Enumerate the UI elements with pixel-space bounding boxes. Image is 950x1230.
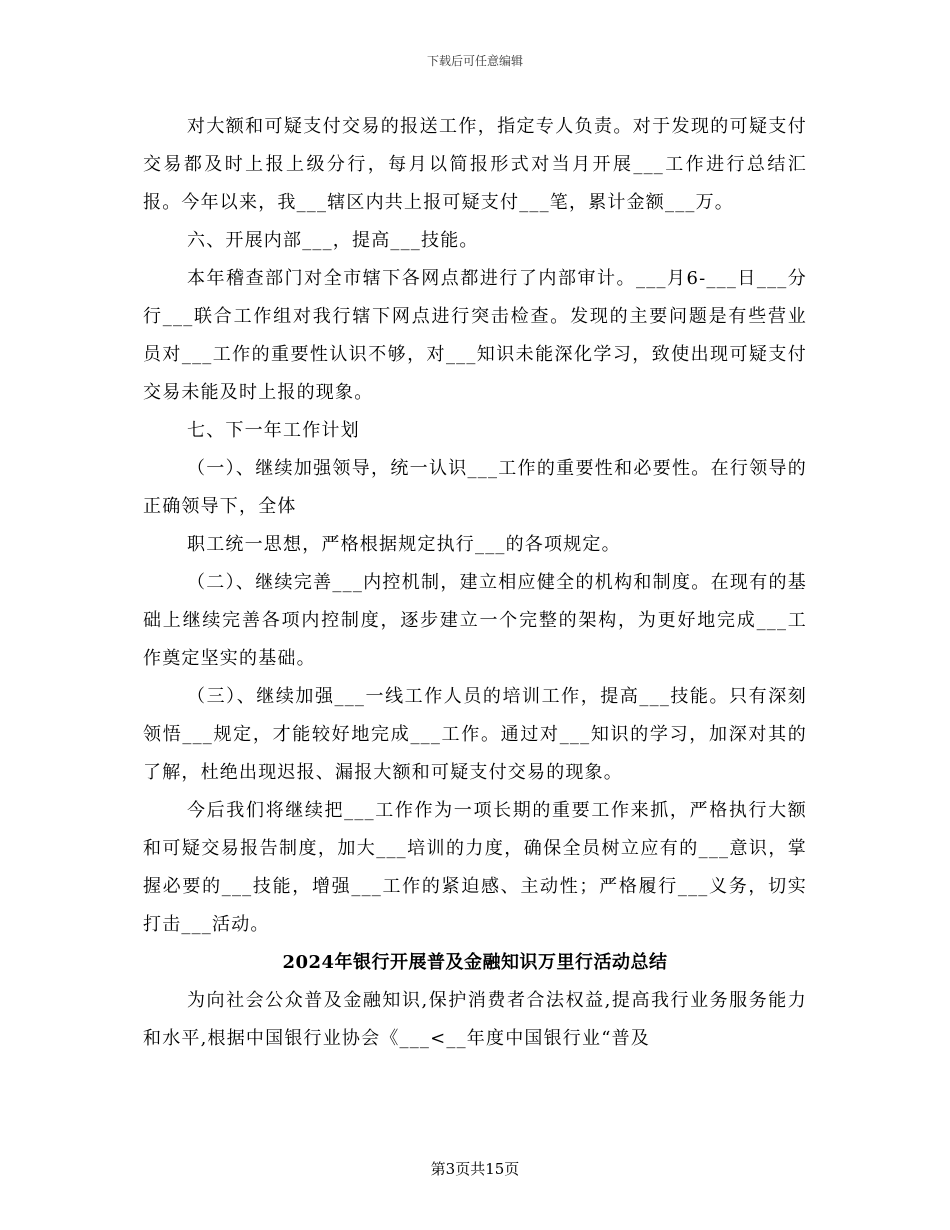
section-heading-7: 七、下一年工作计划 [187, 420, 360, 441]
plan-item-3: （三）、继续加强___一线工作人员的培训工作，提高___技能。只有深刻领悟___规定，才能较好地完成___工作。通过对___知识的学习，加深对其的了解，杜绝出现迟报、漏报大额和可疑支付交易的现象。 [143, 686, 807, 783]
plan-item-1-continued: 职工统一思想，严格根据规定执行___的各项规定。 [187, 534, 621, 555]
document-body [143, 108, 807, 1058]
page-footer: 第3页共15页 [430, 1160, 520, 1178]
plan-item-1: （一）、继续加强领导，统一认识___工作的重要性和必要性。在行领导的正确领导下，全体 [143, 458, 807, 517]
closing-paragraph: 今后我们将继续把___工作作为一项长期的重要工作来抓，严格执行大额和可疑交易报告制度，加大___培训的力度，确保全员树立应有的___意识，掌握必要的___技能，增强___工作的紧迫感、主动性；严格履行___义务，切实打击___活动。 [143, 800, 807, 935]
paragraph-2: 本年稽查部门对全市辖下各网点都进行了内部审计。___月6-___日___分行___联合工作组对我行辖下网点进行突击检查。发现的主要问题是有些营业员对___工作的重要性认识不够，对___知识未能深化学习，致使出现可疑支付交易未能及时上报的现象。 [143, 268, 807, 403]
section-heading-6: 六、开展内部___，提高___技能。 [187, 230, 479, 251]
paragraph-1: 对大额和可疑支付交易的报送工作，指定专人负责。对于发现的可疑支付交易都及时上报上级分行，每月以简报形式对当月开展___工作进行总结汇报。今年以来，我___辖区内共上报可疑支付___笔，累计金额___万。 [143, 116, 807, 213]
page-header: 下载后可任意编辑 [426, 54, 523, 68]
plan-item-2: （二）、继续完善___内控机制，建立相应健全的机构和制度。在现有的基础上继续完善各项内控制度，逐步建立一个完整的架构，为更好地完成___工作奠定坚实的基础。 [143, 572, 807, 669]
paragraph-new-section: 为向社会公众普及金融知识,保护消费者合法权益,提高我行业务服务能力和水平,根据中国银行业协会《___<__年度中国银行业“普及 [143, 990, 807, 1049]
section-title: 2024年银行开展普及金融知识万里行活动总结 [282, 952, 668, 973]
